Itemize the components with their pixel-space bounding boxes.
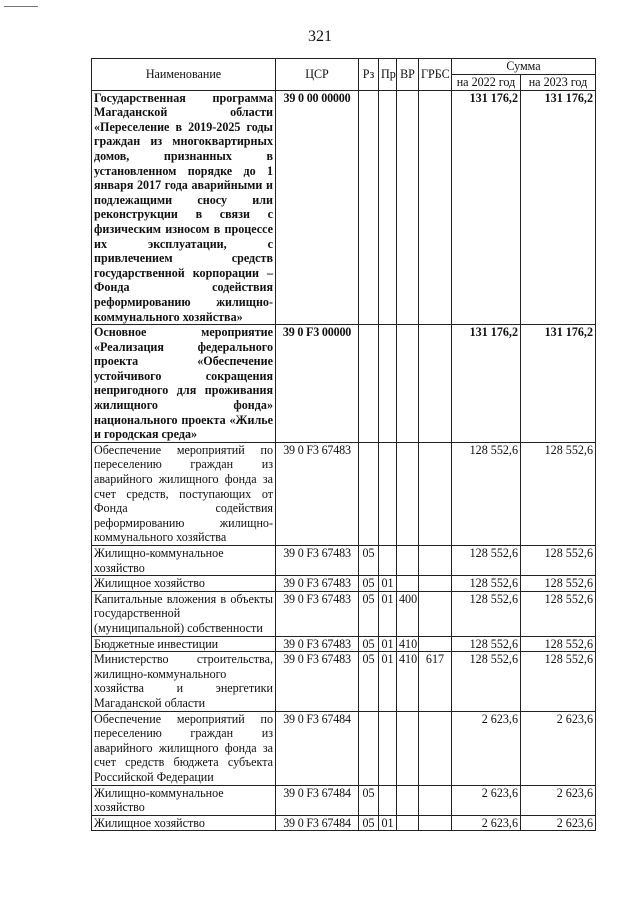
row-name: Капитальные вложения в объекты государственной (муниципальной) собственности — [92, 591, 276, 636]
row-rz: 05 — [359, 546, 379, 576]
table-row — [92, 591, 596, 636]
row-rz — [359, 325, 379, 443]
row-rz: 05 — [359, 785, 379, 815]
row-name: Жилищное хозяйство — [92, 815, 276, 831]
column-header-csr: ЦСР — [276, 59, 359, 91]
column-header-sum: Сумма — [452, 59, 596, 75]
row-vr — [397, 576, 419, 592]
row-grbs — [419, 90, 452, 325]
row-amount-2022: 128 552,6 — [452, 442, 521, 545]
row-grbs — [419, 591, 452, 636]
row-grbs — [419, 325, 452, 443]
row-vr — [397, 325, 419, 443]
row-csr: 39 0 00 00000 — [276, 90, 359, 325]
row-name: Бюджетные инвестиции — [92, 636, 276, 652]
table-row — [92, 576, 596, 592]
column-header-name: Наименование — [92, 59, 276, 91]
row-amount-2022: 131 176,2 — [452, 325, 521, 443]
row-amount-2022: 131 176,2 — [452, 90, 521, 325]
row-rz — [359, 442, 379, 545]
row-csr: 39 0 F3 67483 — [276, 546, 359, 576]
row-amount-2022: 128 552,6 — [452, 546, 521, 576]
row-rz: 05 — [359, 636, 379, 652]
row-csr: 39 0 F3 67483 — [276, 576, 359, 592]
row-name: Жилищное хозяйство — [92, 576, 276, 592]
column-header-year-2022: на 2022 год — [452, 74, 521, 90]
row-grbs — [419, 546, 452, 576]
row-amount-2023: 128 552,6 — [521, 576, 596, 592]
row-name: Министерство строительства, жилищно-коммунального хозяйства и энергетики Магаданской области — [92, 652, 276, 711]
row-rz: 05 — [359, 576, 379, 592]
row-amount-2022: 128 552,6 — [452, 576, 521, 592]
row-pr — [379, 785, 397, 815]
row-vr — [397, 442, 419, 545]
row-rz — [359, 90, 379, 325]
row-amount-2022: 2 623,6 — [452, 711, 521, 785]
budget-table — [91, 58, 596, 831]
row-pr: 01 — [379, 815, 397, 831]
row-grbs — [419, 711, 452, 785]
row-grbs — [419, 576, 452, 592]
row-amount-2023: 2 623,6 — [521, 785, 596, 815]
row-amount-2022: 128 552,6 — [452, 652, 521, 711]
table-row — [92, 442, 596, 545]
row-pr — [379, 546, 397, 576]
row-amount-2023: 2 623,6 — [521, 711, 596, 785]
row-csr: 39 0 F3 67484 — [276, 711, 359, 785]
row-name: Обеспечение мероприятий по переселению граждан из аварийного жилищного фонда за счет средств бюджета субъекта Российской Федерации — [92, 711, 276, 785]
row-amount-2023: 131 176,2 — [521, 325, 596, 443]
table-row — [92, 652, 596, 711]
row-vr — [397, 815, 419, 831]
table-row — [92, 90, 596, 325]
row-vr — [397, 90, 419, 325]
row-pr — [379, 442, 397, 545]
row-pr: 01 — [379, 576, 397, 592]
row-rz: 05 — [359, 652, 379, 711]
table-row — [92, 711, 596, 785]
row-amount-2023: 2 623,6 — [521, 815, 596, 831]
table-row — [92, 325, 596, 443]
row-grbs — [419, 636, 452, 652]
row-pr: 01 — [379, 591, 397, 636]
row-vr — [397, 546, 419, 576]
row-pr — [379, 711, 397, 785]
column-header-rz: Рз — [359, 59, 379, 91]
row-pr — [379, 90, 397, 325]
table-row — [92, 785, 596, 815]
row-grbs: 617 — [419, 652, 452, 711]
row-amount-2023: 128 552,6 — [521, 591, 596, 636]
column-header-grbs: ГРБС — [419, 59, 452, 91]
row-amount-2023: 128 552,6 — [521, 442, 596, 545]
row-vr — [397, 785, 419, 815]
scan-corner-mark — [4, 6, 38, 7]
row-pr: 01 — [379, 636, 397, 652]
row-grbs — [419, 785, 452, 815]
row-pr — [379, 325, 397, 443]
table-row — [92, 636, 596, 652]
row-name: Государственная программа Магаданской области «Переселение в 2019-2025 годы граждан из многоквартирных домов, признанных в установленном порядке до 1 января 2017 года аварийными и подлежащими сносу или реконструкции в связи с физическим износом в процессе их эксплуатации, с привлечением средств государственной корпорации – Фонда содействия реформированию жилищно-коммунального хозяйства» — [92, 90, 276, 325]
row-csr: 39 0 F3 67484 — [276, 815, 359, 831]
row-pr: 01 — [379, 652, 397, 711]
row-csr: 39 0 F3 67483 — [276, 652, 359, 711]
row-csr: 39 0 F3 67484 — [276, 785, 359, 815]
column-header-pr: Пр — [379, 59, 397, 91]
table-row — [92, 546, 596, 576]
row-amount-2022: 2 623,6 — [452, 785, 521, 815]
row-name: Основное мероприятие «Реализация федерального проекта «Обеспечение устойчивого сокращения непригодного для проживания жилищного фонда» национального проекта «Жилье и городская среда» — [92, 325, 276, 443]
column-header-year-2023: на 2023 год — [521, 74, 596, 90]
row-csr: 39 0 F3 67483 — [276, 591, 359, 636]
row-vr: 410 — [397, 636, 419, 652]
row-grbs — [419, 442, 452, 545]
column-header-vr: ВР — [397, 59, 419, 91]
row-vr: 410 — [397, 652, 419, 711]
table-row — [92, 815, 596, 831]
row-vr: 400 — [397, 591, 419, 636]
row-amount-2022: 2 623,6 — [452, 815, 521, 831]
row-amount-2023: 128 552,6 — [521, 636, 596, 652]
row-rz: 05 — [359, 815, 379, 831]
row-amount-2023: 128 552,6 — [521, 546, 596, 576]
row-csr: 39 0 F3 67483 — [276, 636, 359, 652]
row-amount-2023: 131 176,2 — [521, 90, 596, 325]
row-name: Жилищно-коммунальное хозяйство — [92, 785, 276, 815]
row-name: Обеспечение мероприятий по переселению граждан из аварийного жилищного фонда за счет средств, поступающих от Фонда содействия реформированию жилищно-коммунального хозяйства — [92, 442, 276, 545]
row-amount-2022: 128 552,6 — [452, 636, 521, 652]
row-rz: 05 — [359, 591, 379, 636]
row-csr: 39 0 F3 67483 — [276, 442, 359, 545]
page-number: 321 — [308, 28, 332, 45]
row-amount-2023: 128 552,6 — [521, 652, 596, 711]
row-vr — [397, 711, 419, 785]
row-rz — [359, 711, 379, 785]
row-amount-2022: 128 552,6 — [452, 591, 521, 636]
row-name: Жилищно-коммунальное хозяйство — [92, 546, 276, 576]
row-csr: 39 0 F3 00000 — [276, 325, 359, 443]
row-grbs — [419, 815, 452, 831]
